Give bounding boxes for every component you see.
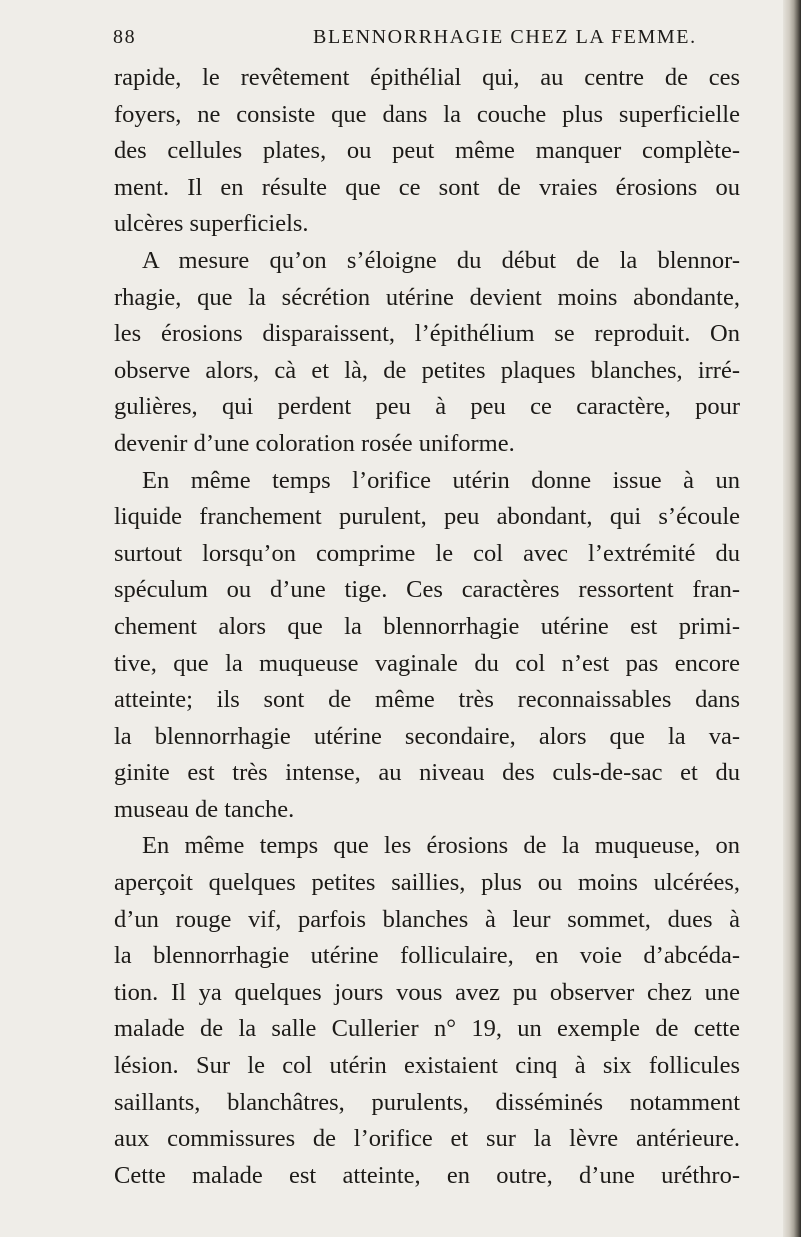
text-line: En même temps que les érosions de la muqueuse, on bbox=[142, 832, 740, 860]
running-header bbox=[113, 26, 753, 56]
text-line: la blennorrhagie utérine secondaire, alors que la va- bbox=[114, 722, 740, 750]
text-line: observe alors, cà et là, de petites plaques blanches, irré- bbox=[114, 356, 740, 384]
text-line: liquide franchement purulent, peu abondant, qui s’écoule bbox=[114, 503, 740, 531]
text-line: A mesure qu’on s’éloigne du début de la blennor- bbox=[142, 246, 740, 274]
text-line: tive, que la muqueuse vaginale du col n’est pas encore bbox=[114, 649, 740, 677]
text-line: rhagie, que la sécrétion utérine devient moins abondante, bbox=[114, 283, 740, 311]
text-line: surtout lorsqu’on comprime le col avec l’extrémité du bbox=[114, 539, 740, 567]
text-line: saillants, blanchâtres, purulents, disséminés notamment bbox=[114, 1088, 740, 1116]
text-line: des cellules plates, ou peut même manquer complète- bbox=[114, 137, 740, 165]
text-line: ulcères superficiels. bbox=[114, 210, 309, 238]
text-line: malade de la salle Cullerier n° 19, un exemple de cette bbox=[114, 1015, 740, 1043]
body-text bbox=[114, 60, 740, 1194]
text-line: d’un rouge vif, parfois blanches à leur sommet, dues à bbox=[114, 905, 740, 933]
text-line: atteinte; ils sont de même très reconnaissables dans bbox=[114, 686, 740, 714]
text-line: ment. Il en résulte que ce sont de vraies érosions ou bbox=[114, 173, 740, 201]
text-line: tion. Il ya quelques jours vous avez pu observer chez une bbox=[114, 978, 740, 1006]
text-line: lésion. Sur le col utérin existaient cinq à six follicules bbox=[114, 1052, 740, 1080]
page-number: 88 bbox=[113, 26, 137, 48]
page-edge-shadow bbox=[783, 0, 801, 1237]
text-line: gulières, qui perdent peu à peu ce caractère, pour bbox=[114, 393, 740, 421]
text-line: chement alors que la blennorrhagie utérine est primi- bbox=[114, 612, 740, 640]
running-title: BLENNORRHAGIE CHEZ LA FEMME. bbox=[313, 26, 697, 48]
text-line: devenir d’une coloration rosée uniforme. bbox=[114, 429, 515, 457]
text-line: aperçoit quelques petites saillies, plus ou moins ulcérées, bbox=[114, 869, 740, 897]
text-line: les érosions disparaissent, l’épithélium se reproduit. On bbox=[114, 320, 740, 348]
text-line: rapide, le revêtement épithélial qui, au centre de ces bbox=[114, 64, 740, 91]
text-line: En même temps l’orifice utérin donne issue à un bbox=[142, 466, 740, 494]
text-line: aux commissures de l’orifice et sur la lèvre antérieure. bbox=[114, 1125, 740, 1153]
text-line: la blennorrhagie utérine folliculaire, en voie d’abcéda- bbox=[114, 942, 740, 970]
text-line: spéculum ou d’une tige. Ces caractères ressortent fran- bbox=[114, 576, 740, 604]
text-line: foyers, ne consiste que dans la couche plus superficielle bbox=[114, 100, 740, 128]
text-line: Cette malade est atteinte, en outre, d’une uréthro- bbox=[114, 1161, 740, 1189]
text-line: museau de tanche. bbox=[114, 795, 295, 823]
text-line: ginite est très intense, au niveau des culs-de-sac et du bbox=[114, 759, 740, 787]
